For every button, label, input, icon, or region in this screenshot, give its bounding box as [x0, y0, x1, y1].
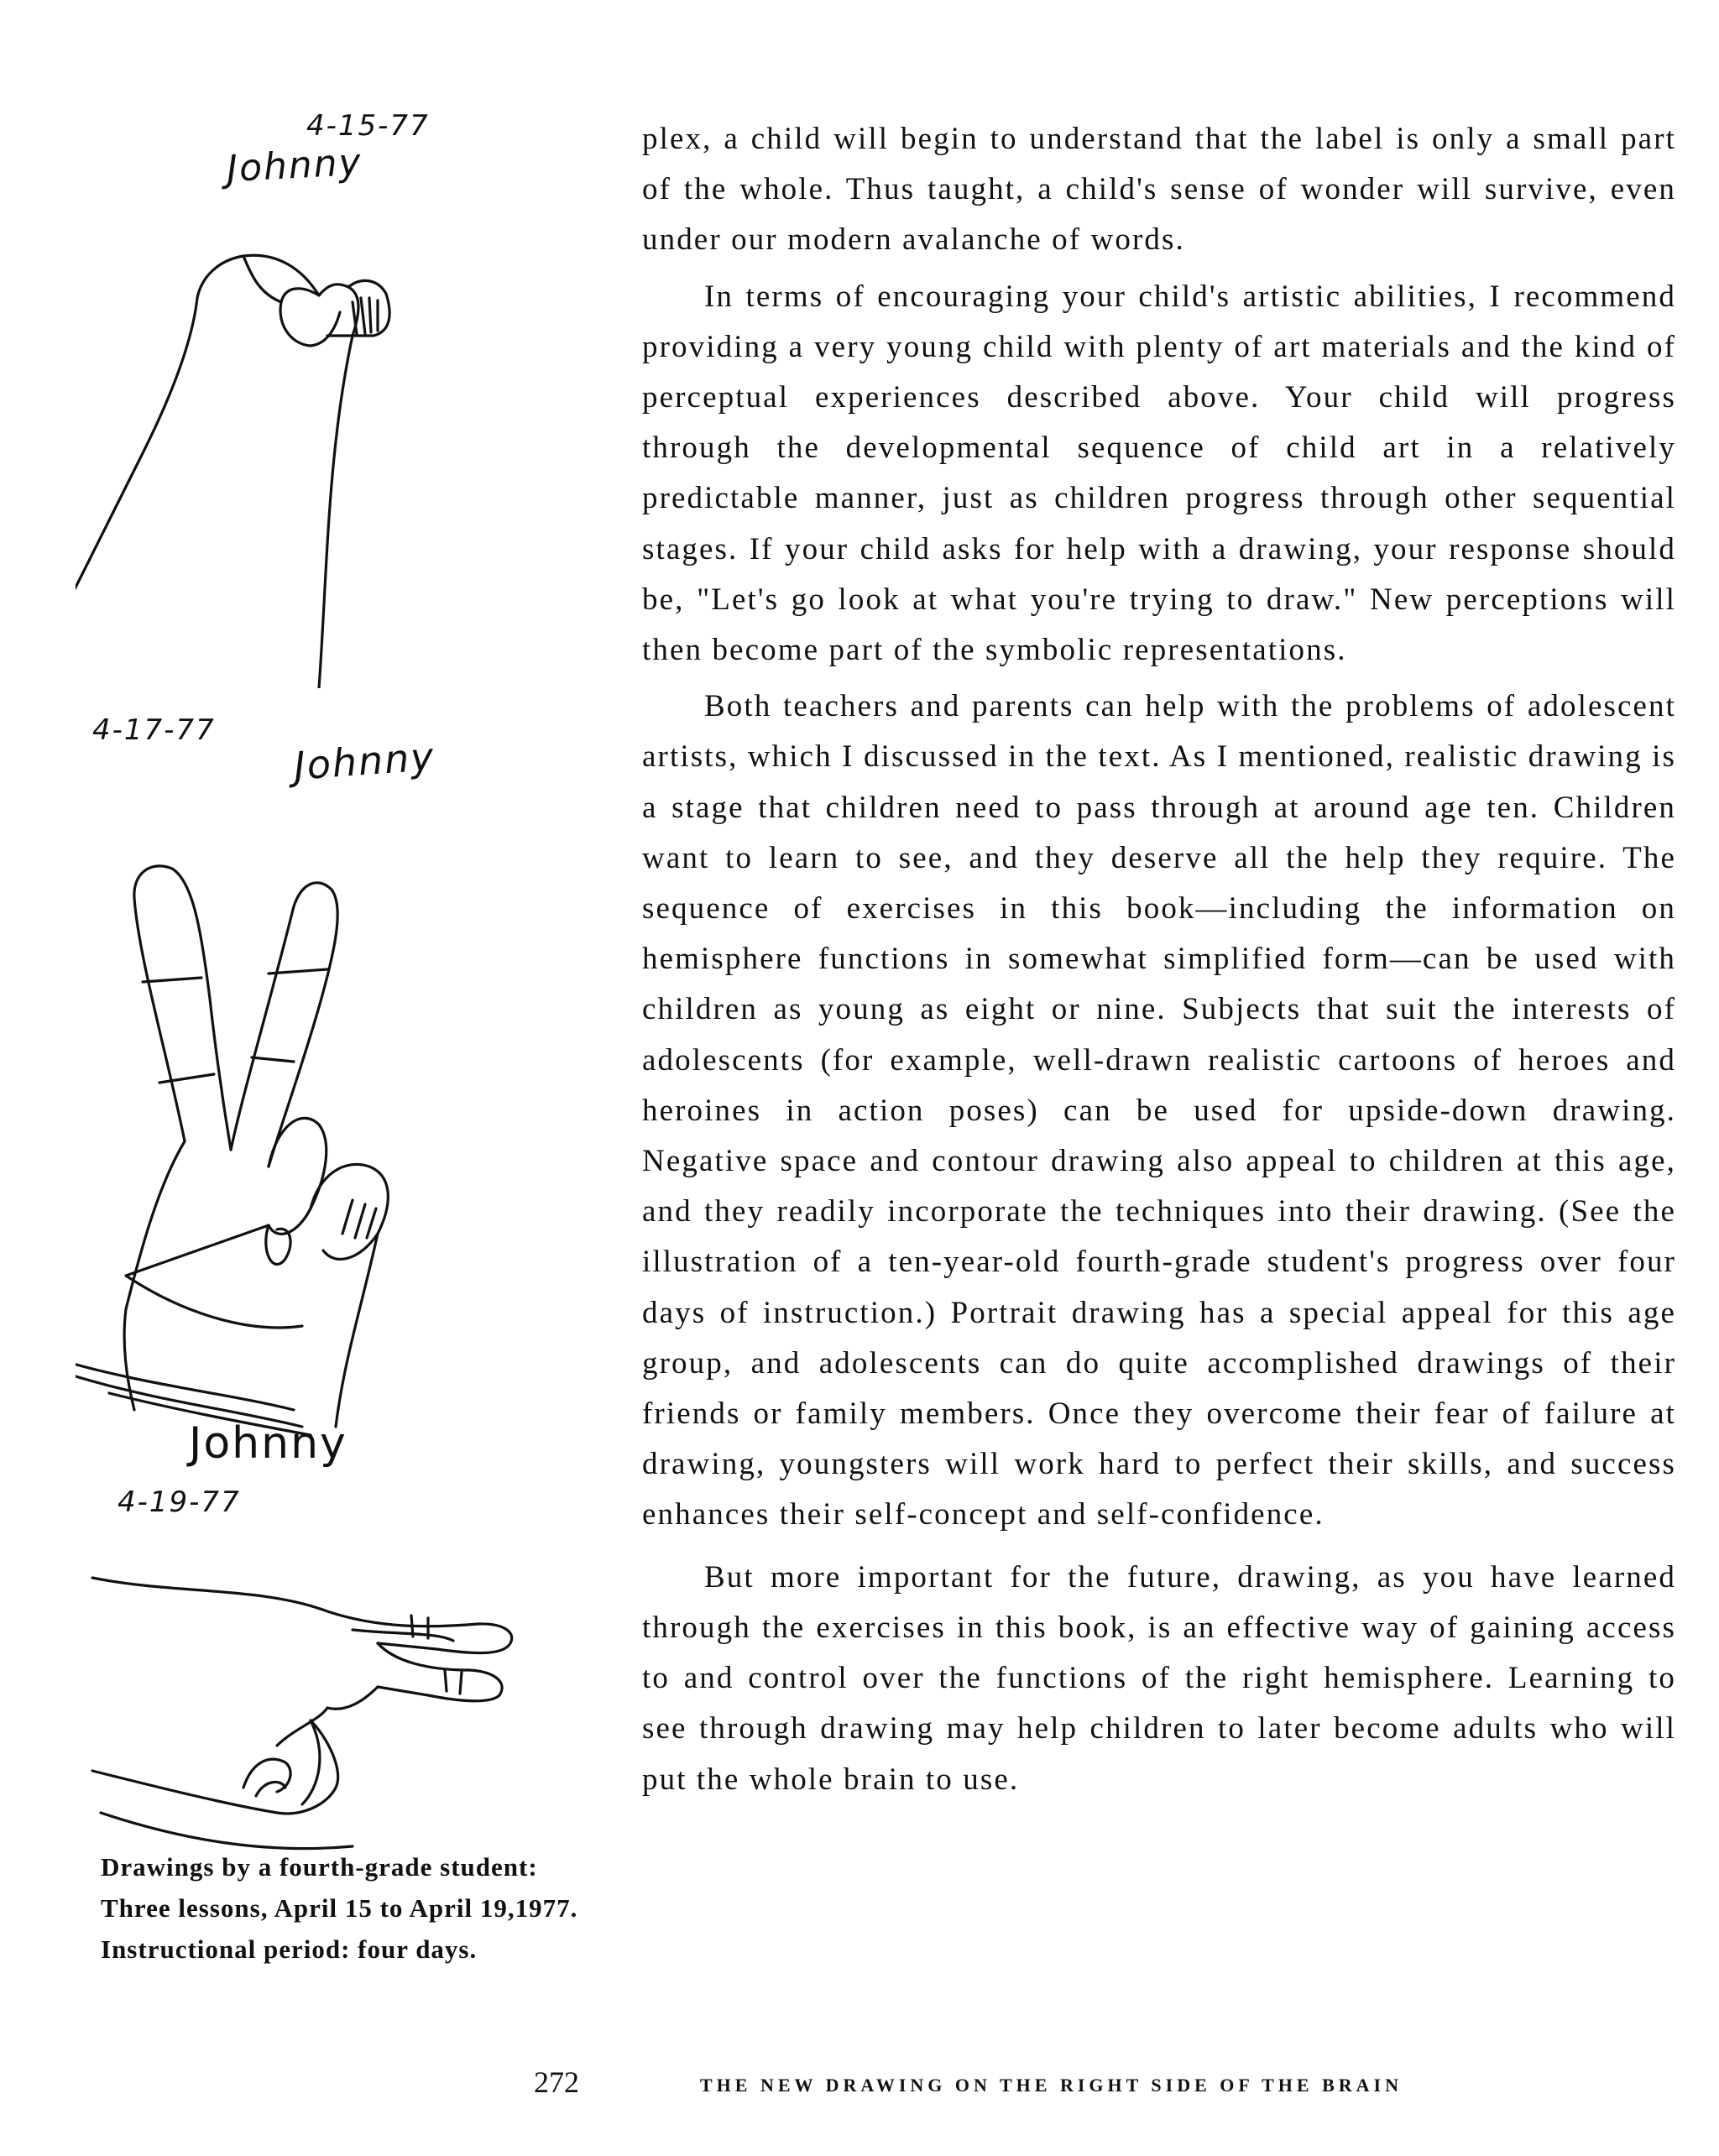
drawing-2-name: Johnny: [292, 733, 437, 789]
drawing-1-name: Johnny: [225, 140, 363, 191]
drawing-3-name: Johnny: [189, 1418, 347, 1469]
page-number: 272: [534, 2065, 579, 2099]
paragraph-2: In terms of encouraging your child's artistic abilities, I recommend providing a very young child with plenty of art materials and the kind of perceptual experiences described above. Your child will progress through the developmental sequence of child art in a relatively predictable manner, just as children progress through other sequential stages. If your child asks for help with a drawing, your response should be, "Let's go look at what you're trying to draw." New perceptions will then become part of the symbolic representations.: [642, 279, 1676, 668]
running-footer-title: THE NEW DRAWING ON THE RIGHT SIDE OF THE BRAIN: [700, 2075, 1403, 2096]
drawing-2-hand-sketch: [76, 806, 512, 1443]
paragraph-3: Both teachers and parents can help with the problems of adolescent artists, which I discussed in the text. As I mentioned, realistic drawing is a stage that children need to pass through at around age ten. Children want to learn to see, and they deserve all the help they require. The sequence of exercises in this book—including the information on hemisphere functions in somewhat simplified form—can be used with children as young as eight or nine. Subjects that suit the interests of adolescents (for example, well-drawn realistic cartoons of heroes and heroines in action poses) can be used for upside-down drawing. Negative space and contour drawing also appeal to children at this age, and they readily incorporate the techniques into their drawing. (See the illustration of a ten-year-old fourth-grade student's progress over four days of instruction.) Portrait drawing has a special appeal for this age group, and adolescents can do quite accomplished drawings of their friends or family members. Once they overcome their fear of failure at drawing, youngsters will work hard to perfect their skills, and success enhances their self-concept and self-confidence.: [642, 689, 1676, 1532]
drawing-3-hand-sketch: [76, 1536, 579, 1888]
drawing-1-date: 4-15-77: [306, 109, 430, 143]
figure-caption: Drawings by a fourth-grade student: Three lessons, April 15 to April 19,1977. Instructional period: four days.: [101, 1852, 578, 1964]
body-text: [642, 114, 1676, 1805]
drawing-3-date: 4-19-77: [118, 1485, 241, 1519]
drawing-1-hand-sketch: [76, 218, 478, 688]
drawing-2-date: 4-17-77: [92, 713, 216, 747]
drawings-column: [76, 92, 596, 1997]
paragraph-1: plex, a child will begin to understand that the label is only a small part of the whole. Thus taught, a child's sense of wonder will survive, even under our modern avalanche of words.: [642, 122, 1676, 258]
paragraph-4: But more important for the future, drawing, as you have learned through the exercises in this book, is an effective way of gaining access to and control over the functions of the right hemisphere. Learning to see through drawing may help children to later become adults who will put the whole brain to use.: [642, 1559, 1676, 1797]
